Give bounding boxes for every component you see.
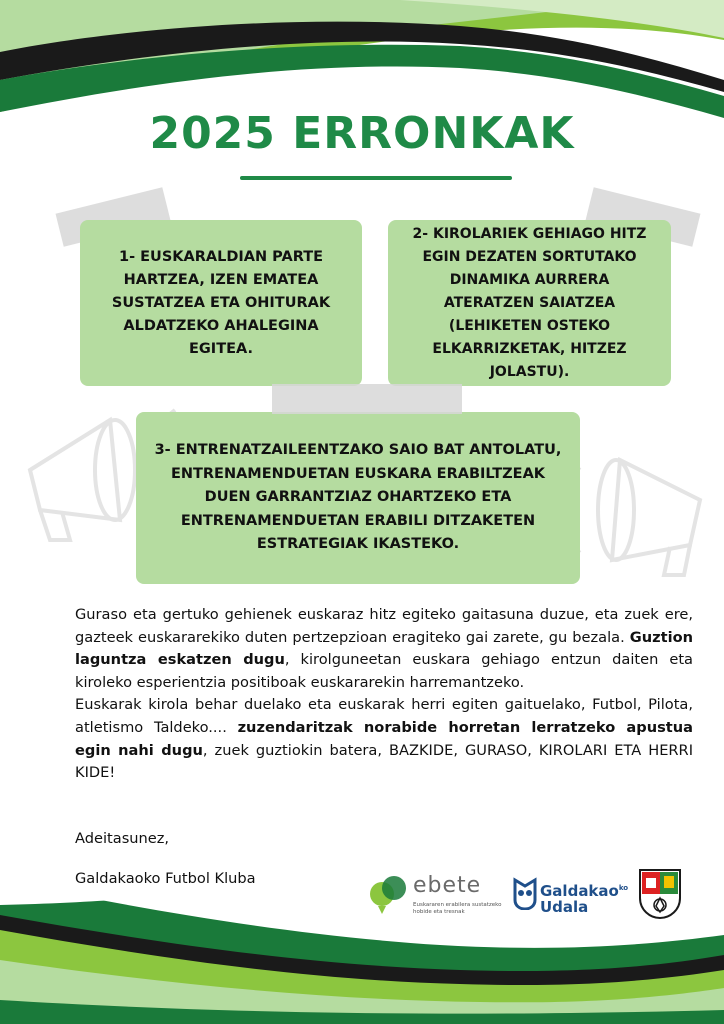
tape-decoration <box>272 384 462 414</box>
body-text <box>75 604 693 785</box>
crest-icon <box>638 868 682 920</box>
challenge-card-3 <box>136 412 580 584</box>
challenge-text: 3- ENTRENATZAILEENTZAKO SAIO BAT ANTOLATU, ENTRENAMENDUETAN EUSKARA ERABILTZEAK DUEN GARRANTZIAZ OHARTZEKO ETA ENTRENAMENDUETAN ERABILI DITZAKETEN ESTRATEGIAK IKASTEKO. <box>154 442 562 553</box>
ebete-tagline: Euskararen erabilera sustatzeko hobide eta tresnak <box>413 902 502 915</box>
challenge-text: 1- EUSKARALDIAN PARTE HARTZEA, IZEN EMATEA SUSTATZEA ETA OHITURAK ALDATZEKO AHALEGINA EGITEA. <box>111 248 331 357</box>
challenge-card-2 <box>388 220 671 386</box>
challenge-text: 2- KIROLARIEK GEHIAGO HITZ EGIN DEZATEN SORTUTAKO DINAMIKA AURRERA ATERATZEN SAIATZEA (LEHIKETEN OSTEKO ELKARRIZKETAK, HITZEZ JOLASTU). <box>412 225 647 380</box>
page-title: 2025 ERRONKAK <box>149 108 575 159</box>
signature: Galdakaoko Futbol Kluba <box>75 870 256 887</box>
closing-text: Adeitasunez, <box>75 830 170 847</box>
paragraph-1: Guraso eta gertuko gehienek euskaraz hitz egiteko gaitasuna duzue, eta zuek ere, gazteek euskararekiko duten pertzepzioan eragiteko gai zarete, gu bezala. Guztion laguntza eskatzen dugu, kirolguneetan euskara gehiago entzun daiten eta kiroleko esperientzia positiboak euskararekin harremantzeko. <box>75 606 693 691</box>
paragraph-2: Euskarak kirola behar duelako eta euskarak herri egiten gaituelako, Futbol, Pilota, atletismo Taldeko.... zuzendaritzak norabide horretan lerratzeko apustua egin nahi dugu, zuek guztiokin batera, BAZKIDE, GURASO, KIROLARI ETA HERRI KIDE! <box>75 696 694 782</box>
ebete-name: ebete <box>413 873 482 898</box>
owl-icon <box>512 876 538 910</box>
challenge-card-1 <box>80 220 362 386</box>
galdakao-logo-text: Galdakao$^{ko}$ Udala <box>540 882 629 916</box>
title-underline <box>240 176 512 180</box>
